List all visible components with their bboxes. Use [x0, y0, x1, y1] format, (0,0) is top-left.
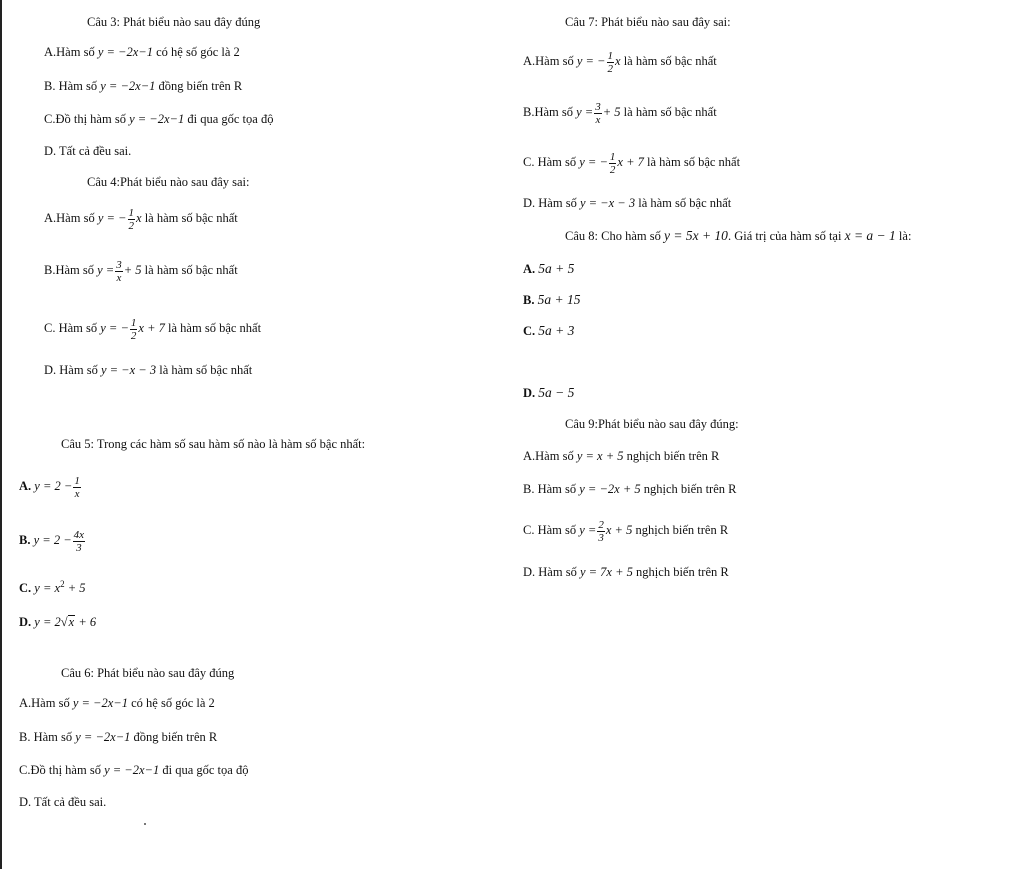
q7-c-formula: y = −: [579, 155, 608, 169]
q3-c-text: C.Đồ thị hàm số: [44, 112, 126, 126]
q4-option-b: [44, 256, 238, 284]
q5-c-formula: y = x: [34, 581, 61, 596]
q9-a-text: A.Hàm số: [523, 449, 574, 463]
q5-a-fraction: $\frac{1}{x}$: [74, 474, 80, 500]
q7-a-text2: là hàm số bậc nhất: [623, 54, 717, 68]
q5-option-b: [19, 522, 86, 558]
q4-d-text2: là hàm số bậc nhất: [159, 363, 253, 377]
q3-title: Câu 3: Phát biểu nào sau đây đúng: [87, 15, 261, 29]
page-left-edge: [0, 0, 2, 869]
q3-c-text2: đi qua gốc tọa độ: [187, 112, 274, 126]
q5-b-fraction: $\frac{4x}{3}$: [73, 528, 85, 554]
q8-option-a: [523, 261, 574, 277]
q4-b-text2: là hàm số bậc nhất: [144, 263, 238, 277]
q9-c-formula: y =: [579, 523, 597, 537]
q8-title-formula2: x = a − 1: [844, 228, 896, 243]
q8-a-label: A.: [523, 262, 536, 276]
q9-title: Câu 9:Phát biểu nào sau đây đúng:: [565, 417, 739, 431]
q6-a-formula: y = −2x−1: [72, 696, 128, 710]
q4-title: Câu 4:Phát biểu nào sau đây sai:: [87, 175, 250, 189]
q4-option-d: [44, 362, 252, 378]
q4-b-formula2: + 5: [123, 263, 142, 277]
q8-c-formula: 5a + 3: [538, 323, 575, 338]
q4-b-fraction: $\frac{3}{x}$: [116, 258, 122, 284]
q6-a-text2: có hệ số góc là 2: [131, 696, 215, 710]
q7-b-formula: y =: [576, 105, 594, 119]
q9-a-formula: y = x + 5: [576, 449, 624, 463]
q5-c-exponent: 2: [60, 579, 65, 589]
q8-option-b: [523, 292, 580, 308]
q5-option-c: [19, 576, 86, 596]
q5-b-label: B.: [19, 533, 31, 547]
q7-c-fraction: $\frac{1}{2}$: [609, 150, 616, 176]
q5-option-d: [19, 614, 96, 630]
q4-c-formula: y = −: [100, 321, 129, 335]
q3-option-c: [44, 111, 273, 127]
q9-a-text2: nghịch biến trên R: [626, 449, 720, 463]
q6-b-text2: đồng biến trên R: [133, 730, 218, 744]
q8-a-formula: 5a + 5: [538, 261, 575, 276]
q3-option-a: [44, 44, 240, 60]
q3-b-formula: y = −2x−1: [100, 79, 156, 93]
q4-option-a: [44, 204, 238, 232]
q7-b-text: B.Hàm số: [523, 105, 573, 119]
q8-b-formula: 5a + 15: [537, 292, 581, 307]
q6-b-formula: y = −2x−1: [75, 730, 131, 744]
q4-c-fraction: $\frac{1}{2}$: [130, 316, 137, 342]
q5-d-formula2: + 6: [78, 615, 97, 629]
q7-c-text: C. Hàm số: [523, 155, 577, 169]
q5-option-a: [19, 468, 82, 504]
q8-title-text3: là:: [898, 229, 912, 243]
q3-a-text: A.Hàm số: [44, 45, 95, 59]
q4-d-text: D. Hàm số: [44, 363, 98, 377]
q7-title: Câu 7: Phát biểu nào sau đây sai:: [565, 15, 731, 29]
q9-option-c: [523, 515, 728, 545]
q8-title-formula: y = 5x + 10: [663, 228, 728, 243]
q4-a-fraction: $\frac{1}{2}$: [128, 206, 134, 232]
q9-option-d: [523, 564, 729, 580]
q3-a-text2: có hệ số góc là 2: [156, 45, 240, 59]
q5-title: Câu 5: Trong các hàm số sau hàm số nào là hàm số bậc nhất:: [61, 437, 366, 451]
q9-b-text2: nghịch biến trên R: [643, 482, 737, 496]
q3-b-text2: đồng biến trên R: [158, 79, 243, 93]
q6-c-text: C.Đồ thị hàm số: [19, 763, 101, 777]
q4-a-text2: là hàm số bậc nhất: [144, 211, 238, 225]
q5-d-radical-sign: √: [60, 615, 68, 629]
q9-d-text: D. Hàm số: [523, 565, 577, 579]
q3-option-b: [44, 78, 242, 94]
q6-c-text2: đi qua gốc tọa độ: [162, 763, 249, 777]
q4-b-text: B.Hàm số: [44, 263, 94, 277]
q9-option-a: [523, 448, 719, 464]
q6-option-b: [19, 729, 217, 745]
q7-a-text: A.Hàm số: [523, 54, 574, 68]
q5-c-label: C.: [19, 581, 32, 596]
q7-b-formula2: + 5: [602, 105, 621, 119]
q3-a-formula: y = −2x−1: [97, 45, 153, 59]
q8-title-text2: . Giá trị của hàm số tại: [727, 229, 842, 243]
q7-option-a: [523, 47, 717, 75]
q8-title-text: Câu 8: Cho hàm số: [565, 229, 661, 243]
q9-d-formula: y = 7x + 5: [579, 565, 633, 579]
q9-b-formula: y = −2x + 5: [579, 482, 641, 496]
q8-d-formula: 5a − 5: [538, 385, 575, 400]
q9-option-b: [523, 481, 736, 497]
q7-b-fraction: $\frac{3}{x}$: [595, 100, 601, 126]
q7-a-fraction: $\frac{1}{2}$: [607, 49, 613, 75]
q4-option-c: [44, 314, 261, 342]
q8-title: [565, 228, 911, 244]
q6-option-c: [19, 762, 248, 778]
q4-b-formula: y =: [97, 263, 115, 277]
q6-a-text: A.Hàm số: [19, 696, 70, 710]
q5-c-formula2: + 5: [67, 581, 86, 596]
q8-d-label: D.: [523, 386, 536, 400]
q9-c-fraction: $\frac{2}{3}$: [598, 518, 604, 544]
q5-d-formula: y = 2: [34, 615, 61, 629]
q8-c-label: C.: [523, 324, 536, 338]
q7-c-formula2: x + 7: [617, 155, 644, 169]
stray-dot: [144, 823, 146, 825]
q6-option-a: [19, 695, 215, 711]
q7-c-text2: là hàm số bậc nhất: [647, 155, 741, 169]
q6-option-d: D. Tất cả đều sai.: [19, 795, 107, 809]
q4-c-formula2: x + 7: [138, 321, 165, 335]
q8-option-d: [523, 385, 574, 401]
q4-a-formula: y = −: [97, 211, 127, 225]
q4-c-text: C. Hàm số: [44, 321, 98, 335]
q6-c-formula: y = −2x−1: [104, 763, 160, 777]
q5-d-radicand: x: [68, 615, 75, 629]
q3-c-formula: y = −2x−1: [129, 112, 185, 126]
q7-d-text: D. Hàm số: [523, 196, 577, 210]
q5-a-formula: y = 2 −: [34, 479, 73, 493]
q4-a-text: A.Hàm số: [44, 211, 95, 225]
q7-d-text2: là hàm số bậc nhất: [638, 196, 732, 210]
q7-b-text2: là hàm số bậc nhất: [623, 105, 717, 119]
q4-a-formula2: x: [136, 211, 142, 225]
q4-c-text2: là hàm số bậc nhất: [168, 321, 262, 335]
q9-d-text2: nghịch biến trên R: [636, 565, 729, 579]
q7-d-formula: y = −x − 3: [579, 196, 636, 210]
q8-b-label: B.: [523, 293, 535, 307]
q7-option-b: [523, 98, 717, 126]
q9-b-text: B. Hàm số: [523, 482, 577, 496]
q3-option-d: D. Tất cả đều sai.: [44, 144, 132, 158]
q7-option-c: [523, 148, 740, 176]
q5-d-label: D.: [19, 615, 32, 629]
q6-title: Câu 6: Phát biểu nào sau đây đúng: [61, 666, 235, 680]
q5-b-formula: y = 2 −: [33, 533, 72, 547]
q4-d-formula: y = −x − 3: [100, 363, 157, 377]
q8-option-c: [523, 323, 574, 339]
q9-c-text: C. Hàm số: [523, 523, 577, 537]
q3-b-text: B. Hàm số: [44, 79, 98, 93]
q7-a-formula: y = −: [576, 54, 606, 68]
q5-a-label: A.: [19, 479, 32, 493]
q6-b-text: B. Hàm số: [19, 730, 73, 744]
q9-c-text2: nghịch biến trên R: [635, 523, 729, 537]
q9-c-formula2: x + 5: [605, 523, 633, 537]
q7-a-formula2: x: [615, 54, 621, 68]
q7-option-d: [523, 195, 731, 211]
